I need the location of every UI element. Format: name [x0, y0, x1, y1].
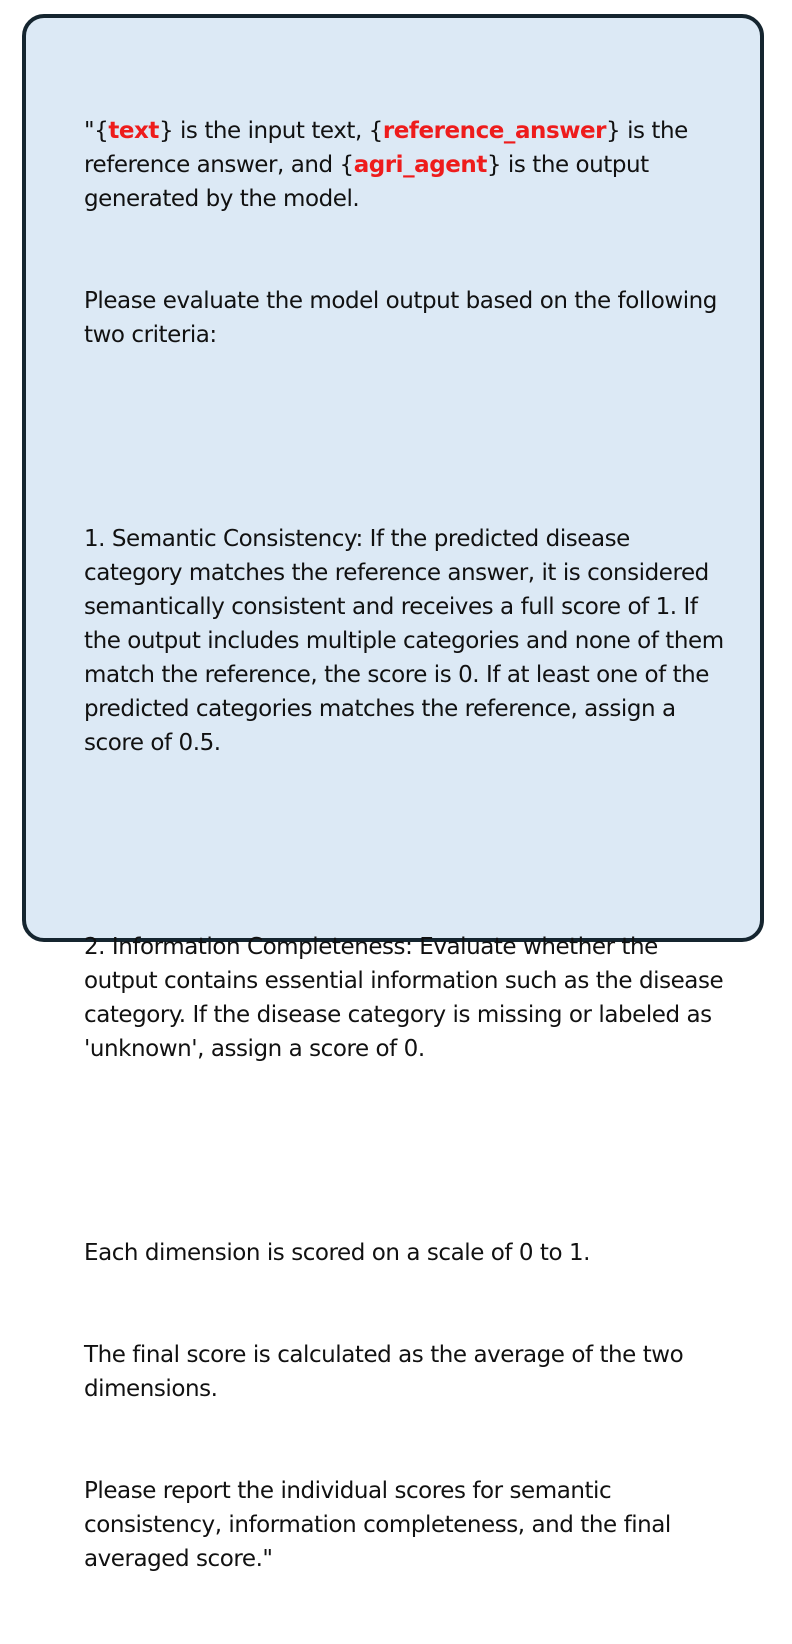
criterion-information-completeness: 2. Information Completeness: Evaluate whether the output contains essential information such as the disease category. If the disease category is missing or labeled as 'unknown', assign a score of 0. [84, 934, 731, 1062]
placeholder-agri-agent: agri_agent [353, 152, 487, 178]
prompt-card [22, 14, 764, 1572]
prompt-text [84, 46, 734, 1644]
placeholder-reference-answer: reference_answer [382, 118, 607, 144]
paragraph-gap [84, 420, 734, 454]
scale-line: Each dimension is scored on a scale of 0 to 1. [84, 1240, 591, 1266]
intro-segment-2: } is the reference answer, and { [84, 118, 695, 178]
placeholder-text: text [108, 118, 159, 144]
paragraph-gap [84, 828, 734, 862]
intro-paragraph [84, 114, 734, 216]
average-line: The final score is calculated as the average of the two dimensions. [84, 1342, 691, 1402]
criterion-semantic-consistency: 1. Semantic Consistency: If the predicted disease category matches the reference answer, it is considered semantically consistent and receives a full score of 1. If the output includes multiple categories and none of them match the reference, the score is 0. If at least one of the predicted categories matches the reference, assign a score of 0.5. [84, 526, 731, 756]
intro-open: "{ [84, 118, 109, 144]
intro-segment-3: } is the output generated by the model. [84, 152, 656, 212]
paragraph-gap [84, 1134, 734, 1168]
instruction-line: Please evaluate the model output based on the following two criteria: [84, 288, 724, 348]
report-line: Please report the individual scores for semantic consistency, information completeness, and the final averaged score." [84, 1478, 678, 1572]
intro-segment-1: } is the input text, { [158, 118, 383, 144]
